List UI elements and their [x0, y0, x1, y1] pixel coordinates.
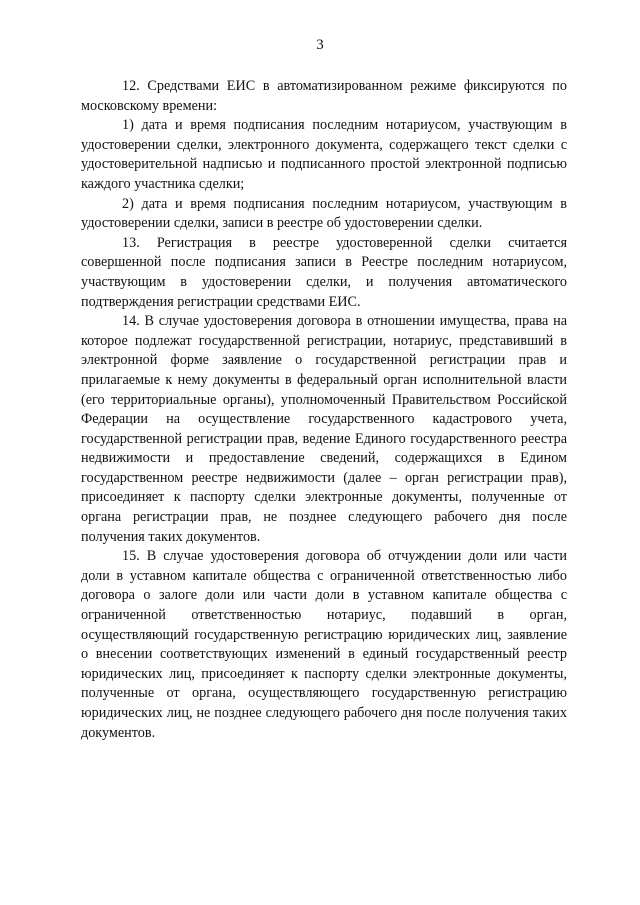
page-number: 3	[316, 37, 324, 53]
paragraph-12: 12. Средствами ЕИС в автоматизированном режиме фиксируются по московскому времени:	[81, 78, 567, 114]
paragraph-14: 14. В случае удостоверения договора в отношении имущества, права на которое подлежат государственной регистрации, нотариус, представивший в электронной форме заявление о государственной регистрации прав и прилагаемые к нему документы в федеральный орган исполнительной власти (его территориальные органы), уполномоченный Правительством Российской Федерации на осуществление государственного кадастрового учета, государственной регистрации прав, ведение Единого государственного реестра недвижимости и предоставление сведений, содержащихся в Едином государственном реестре недвижимости (далее – орган регистрации прав), присоединяет к паспорту сделки электронные документы, полученные от органа регистрации прав, не позднее следующего рабочего дня после получения таких документов.	[81, 313, 567, 545]
paragraph-12-item-2: 2) дата и время подписания последним нотариусом, участвующим в удостоверении сделки, записи в реестре об удостоверении сделки.	[81, 195, 567, 232]
paragraph-12-item-1: 1) дата и время подписания последним нотариусом, участвующим в удостоверении сделки, электронного документа, содержащего текст сделки с удостоверительной надписью и подписанного простой электронной подписью каждого участника сделки;	[81, 117, 567, 192]
document-body	[81, 77, 567, 743]
paragraph-13: 13. Регистрация в реестре удостоверенной сделки считается совершенной после подписания записи в Реестре последним нотариусом, участвующим в удостоверении сделки, и получения автоматического подтверждения регистрации средствами ЕИС.	[81, 234, 567, 310]
paragraph-15: 15. В случае удостоверения договора об отчуждении доли или части доли в уставном капитале общества с ограниченной ответственностью либо договора о залоге доли или части доли в уставном капитале общества с ограниченной ответственностью нотариус, подавший в орган, осуществляющий государственную регистрацию юридических лиц, заявление о внесении соответствующих изменений в единый государственный реестр юридических лиц, присоединяет к паспорту сделки электронные документы, полученные от органа, осуществляющего государственную регистрацию юридических лиц, не позднее следующего рабочего дня после получения таких документов.	[81, 548, 567, 741]
